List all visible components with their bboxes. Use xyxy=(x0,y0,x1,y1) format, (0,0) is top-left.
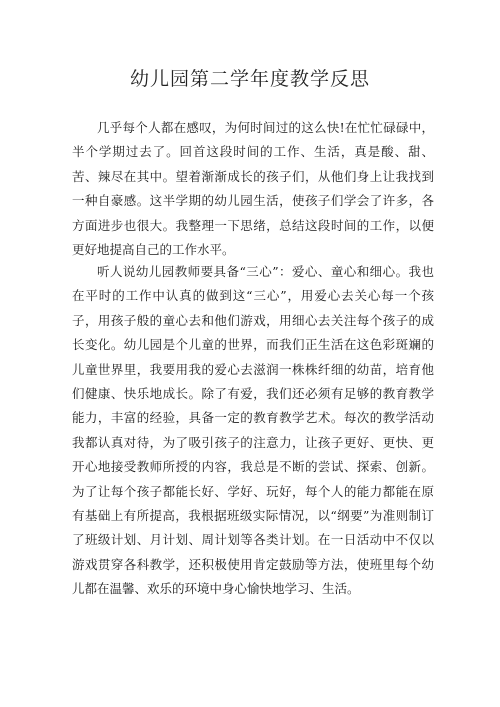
document-title: 幼儿园第二学年度教学反思 xyxy=(129,68,370,90)
paragraph-2: 听人说幼儿园教师要具备“三心”：爱心、童心和细心。我也在平时的工作中认真的做到这“三心”，用爱心去关心每一个孩子，用孩子般的童心去和他们游戏，用细心去关注每个孩子的成长变化。幼儿园是个儿童的世界，而我们正生活在这色彩斑斓的儿童世界里，我要用我的爱心去滋润一株株纤细的幼苗，培育他们健康、快乐地成长。除了有爱，我们还必须有足够的教育教学能力，丰富的经验，具备一定的教育教学艺术。每次的教学活动我都认真对待，为了吸引孩子的注意力，让孩子更好、更快、更开心地接受教师所授的内容，我总是不断的尝试、探索、创新。为了让每个孩子都能长好、学好、玩好，每个人的能力都能在原有基础上有所提高，我根据班级实际情况，以“纲要”为准则制订了班级计划、月计划、周计划等各类计划。在一日活动中不仅以游戏贯穿各科教学，还积极使用肯定鼓励等方法，使班里每个幼儿都在温馨、欢乐的环境中身心愉快地学习、生活。 xyxy=(72,264,434,597)
paragraph-1: 几乎每个人都在感叹，为何时间过的这么快!在忙忙碌碌中，半个学期过去了。回首这段时间的工作、生活，真是酸、甜、苦、辣尽在其中。望着渐渐成长的孩子们，从他们身上让我找到一种自豪感。这半学期的幼儿园生活，使孩子们学会了许多，各方面进步也很大。我整理一下思绪，总结这段时间的工作，以便更好地提高自己的工作水平。 xyxy=(72,120,434,258)
